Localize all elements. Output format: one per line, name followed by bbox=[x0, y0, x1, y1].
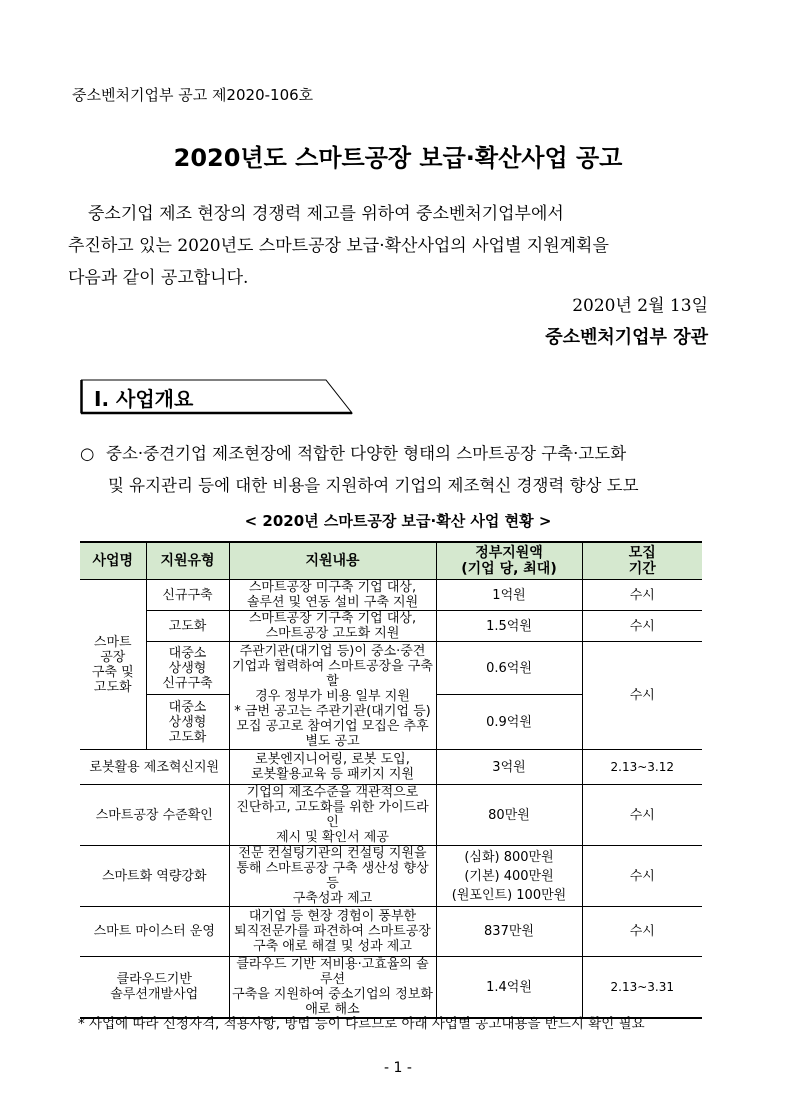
intro-line: 중소기업 제조 현장의 경쟁력 제고를 위하여 중소벤처기업부에서 bbox=[88, 204, 564, 224]
cell-amount: 1억원 bbox=[436, 580, 582, 611]
cell-program: 로봇활용 제조혁신지원 bbox=[80, 750, 229, 785]
cell-content: 대기업 등 현장 경험이 풍부한 퇴직전문가를 파견하여 스마트공장 구축 애로 해결 및 성과 제고 bbox=[229, 907, 436, 957]
cell-program: 스마트 마이스터 운영 bbox=[80, 907, 229, 957]
cell-amount: 1.4억원 bbox=[436, 957, 582, 1019]
cell-period: 2.13~3.31 bbox=[582, 957, 702, 1019]
cell-type: 대중소 상생형 고도화 bbox=[146, 695, 229, 750]
cell-amount: (심화) 800만원 (기본) 400만원 (원포인트) 100만원 bbox=[436, 846, 582, 907]
bullet-line bbox=[80, 440, 722, 464]
cell-period: 수시 bbox=[582, 611, 702, 642]
cell-content: 전문 컨설팅기관의 컨설팅 지원을 통해 스마트공장 구축 생산성 향상 등 구축성과 제고 bbox=[229, 846, 436, 907]
table-row bbox=[80, 957, 702, 1019]
table-caption: < 2020년 스마트공장 보급·확산 사업 현황 > bbox=[244, 512, 552, 530]
cell-amount: 1.5억원 bbox=[436, 611, 582, 642]
footnote: * 사업에 따라 신청자격, 적용사항, 방법 등이 다르므로 아래 사업별 공고내용을 반드시 확인 필요 bbox=[78, 1016, 645, 1032]
section-header bbox=[80, 379, 352, 413]
table-row bbox=[80, 750, 702, 785]
cell-amount: 80만원 bbox=[436, 785, 582, 846]
cell-period: 수시 bbox=[582, 907, 702, 957]
intro-line: 다음과 같이 공고합니다. bbox=[68, 268, 249, 288]
cell-amount: 0.6억원 bbox=[436, 642, 582, 695]
cell-content bbox=[229, 642, 436, 750]
table-row bbox=[80, 846, 702, 907]
page-title: 2020년도 스마트공장 보급·확산사업 공고 bbox=[173, 144, 623, 172]
header-type: 지원유형 bbox=[146, 542, 229, 580]
cell-content: 스마트공장 미구축 기업 대상, 솔루션 및 연동 설비 구축 지원 bbox=[229, 580, 436, 611]
cell-content: 스마트공장 기구축 기업 대상, 스마트공장 고도화 지원 bbox=[229, 611, 436, 642]
intro-paragraph bbox=[68, 198, 720, 294]
cell-period: 수시 bbox=[582, 580, 702, 611]
cell-amount: 0.9억원 bbox=[436, 695, 582, 750]
header-amount: 정부지원액 (기업 당, 최대) bbox=[436, 542, 582, 580]
cell-program: 스마트화 역량강화 bbox=[80, 846, 229, 907]
cell-program: 스마트공장 수준확인 bbox=[80, 785, 229, 846]
header-content: 지원내용 bbox=[229, 542, 436, 580]
cell-period: 수시 bbox=[582, 785, 702, 846]
cell-program: 스마트 공장 구축 및 고도화 bbox=[80, 580, 146, 750]
table-row bbox=[80, 580, 702, 611]
bullet-line-continued: 및 유지관리 등에 대한 비용을 지원하여 기업의 제조혁신 경쟁력 향상 도모 bbox=[108, 476, 639, 495]
cell-content-main: 주관기관(대기업 등)이 중소·중견 기업과 협력하여 스마트공장을 구축할 경우 정부가 비용 일부 지원 bbox=[232, 644, 433, 704]
table-row bbox=[80, 907, 702, 957]
program-overview-table bbox=[80, 541, 702, 1019]
bullet-text: 중소·중견기업 제조현장에 적합한 다양한 형태의 스마트공장 구축·고도화 bbox=[106, 444, 627, 463]
bullet-circle-icon: ○ bbox=[80, 444, 95, 463]
minister-signature: 중소벤처기업부 장관 bbox=[545, 327, 708, 348]
table-row bbox=[80, 611, 702, 642]
cell-type: 고도화 bbox=[146, 611, 229, 642]
notice-date: 2020년 2월 13일 bbox=[572, 296, 708, 316]
table-row bbox=[80, 785, 702, 846]
cell-content: 클라우드 기반 저비용·고효율의 솔루션 구축을 지원하여 중소기업의 정보화 애로 해소 bbox=[229, 957, 436, 1019]
cell-content: 기업의 제조수준을 객관적으로 진단하고, 고도화를 위한 가이드라인 제시 및 확인서 제공 bbox=[229, 785, 436, 846]
header-period: 모집 기간 bbox=[582, 542, 702, 580]
cell-period: 2.13~3.12 bbox=[582, 750, 702, 785]
table-header-row bbox=[80, 542, 702, 580]
cell-period: 수시 bbox=[582, 642, 702, 750]
table-row bbox=[80, 642, 702, 695]
header-program: 사업명 bbox=[80, 542, 146, 580]
cell-period: 수시 bbox=[582, 846, 702, 907]
intro-line: 추진하고 있는 2020년도 스마트공장 보급·확산사업의 사업별 지원계획을 bbox=[68, 236, 609, 256]
cell-amount: 3억원 bbox=[436, 750, 582, 785]
cell-type: 신규구축 bbox=[146, 580, 229, 611]
cell-program: 클라우드기반 솔루션개발사업 bbox=[80, 957, 229, 1019]
cell-amount: 837만원 bbox=[436, 907, 582, 957]
page-number: - 1 - bbox=[384, 1060, 412, 1076]
cell-type: 대중소 상생형 신규구축 bbox=[146, 642, 229, 695]
cell-content-note: * 금번 공고는 주관기관(대기업 등) 모집 공고로 참여기업 모집은 추후 별도 공고 bbox=[234, 704, 431, 749]
notice-number: 중소벤처기업부 공고 제2020-106호 bbox=[72, 86, 314, 104]
cell-content: 로봇엔지니어링, 로봇 도입, 로봇활용교육 등 패키지 지원 bbox=[229, 750, 436, 785]
section-label: Ⅰ. 사업개요 bbox=[94, 387, 194, 411]
